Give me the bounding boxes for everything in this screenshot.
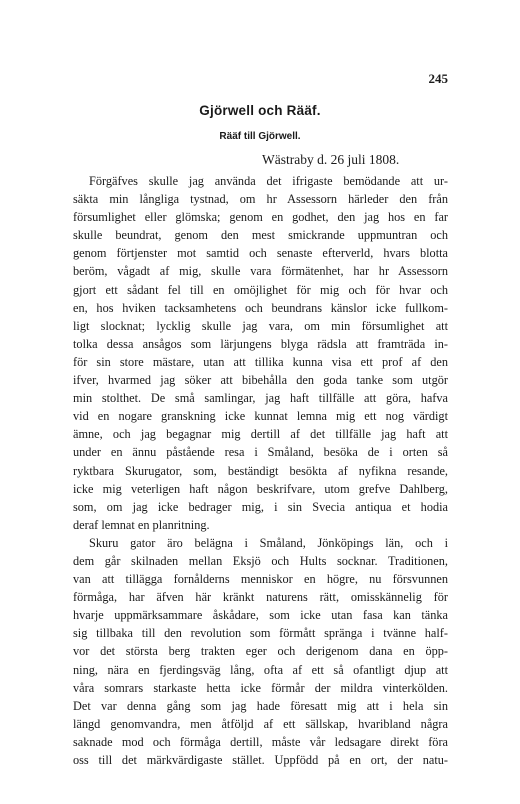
text-line: sig tillbaka till den revolution som förmått spränga i tvänne half- [73, 626, 448, 641]
page-number: 245 [428, 71, 448, 86]
text-line: gjort ett sådant fel till en omöjlighet för mig och för hvar och [73, 282, 448, 297]
text-line: säkta min långliga tystnad, om hr Assessorn härleder den från [73, 192, 448, 207]
text-line: Skuru gator äro belägna i Småland, Jönköpings län, och i [89, 535, 448, 550]
text-line: längd genomvandra, men åtföljd af ett sällskap, hvaribland några [73, 716, 448, 731]
text-line: dem går skilnaden mellan Eksjö och Hults socknar. Traditionen, [73, 553, 448, 568]
text-line: beröm, vågadt af mig, skulle vara förmätenhet, har hr Assessorn [73, 264, 448, 279]
text-line: genom förtjenster mot samtid och senaste efterverld, hvars blotta [73, 246, 448, 261]
text-line: förmåga, har äfven här kränkt naturens rätt, omisskännelig för [73, 590, 448, 605]
text-line: som, om jag icke bedrager mig, i sin Svecia antiqua et hodia [73, 499, 448, 514]
text-line: deraf lemnat en planritning. [73, 517, 210, 532]
text-line: under en ännu påstående resa i Småland, besöka de i orten så [73, 445, 448, 460]
text-line: hvarje uppmärksammare åskådare, som icke utan fasa kan tänka [73, 608, 448, 623]
text-line: min stolthet. De små samlingar, jag haft tillfälle att göra, hafva [73, 391, 448, 406]
text-line: ryktbara Skurugator, som, beständigt besökta af nyfikna resande, [73, 463, 448, 478]
text-line: Det var denna gång som jag hade föresatt mig att i hela sin [73, 698, 448, 713]
text-line: våra somrars starkaste hetta icke förmår der mildra vinterkölden. [73, 680, 448, 695]
text-line: för sin store mästare, utan att tillika kunna visa ett prof af den [73, 354, 448, 369]
text-line: skulle beundrat, genom den mest smickrande uppmuntran och [73, 228, 448, 243]
text-line: icke mig veterligen haft någon beskrifvare, utom grefve Dahlberg, [73, 481, 448, 496]
letter-title: Gjörwell och Rääf. [199, 103, 321, 118]
text-line: en, hos hviken tacksamhetens och beundrans känslor icke fullkom- [73, 300, 448, 315]
text-line: vid en nogare granskning icke kunnat lemna mig ett nog värdigt [73, 409, 448, 424]
text-line: van att tillägga fornålderns menniskor en högre, nu försvunnen [73, 572, 448, 587]
text-line: vor det största berg trakten eger och derigenom dana en öpp- [73, 644, 448, 659]
letter-body [73, 172, 448, 769]
text-line: ning, nära en fjerdingsväg lång, ofta af ett så ofantligt djup att [73, 662, 448, 677]
text-line: ämne, och jag begagnar mig dertill af det tillfälle jag haft att [73, 427, 448, 442]
letter-dateline: Wästraby d. 26 juli 1808. [262, 152, 400, 167]
letter-subtitle: Rääf till Gjörwell. [219, 131, 301, 142]
text-line: saknade mod och förmåga dertill, måste vår ledsagare direkt föra [73, 734, 448, 749]
text-line: tolka dessa ansågos som lärjungens blyga rädsla att framträda in- [73, 336, 448, 351]
text-line: Förgäfves skulle jag använda det ifrigaste bemödande att ur- [89, 174, 448, 188]
text-line: ifver, hvarmed jag söker att bibehålla den goda tanke som utgör [73, 373, 448, 388]
text-line: oss till det märkvärdigaste stället. Uppfödd på en ort, der natu- [73, 753, 448, 767]
text-line: försumlighet eller glömska; genom en godhet, den jag hos en far [73, 210, 448, 225]
text-line: ligt slocknat; lycklig skulle jag vara, om min försumlighet att [73, 318, 448, 333]
